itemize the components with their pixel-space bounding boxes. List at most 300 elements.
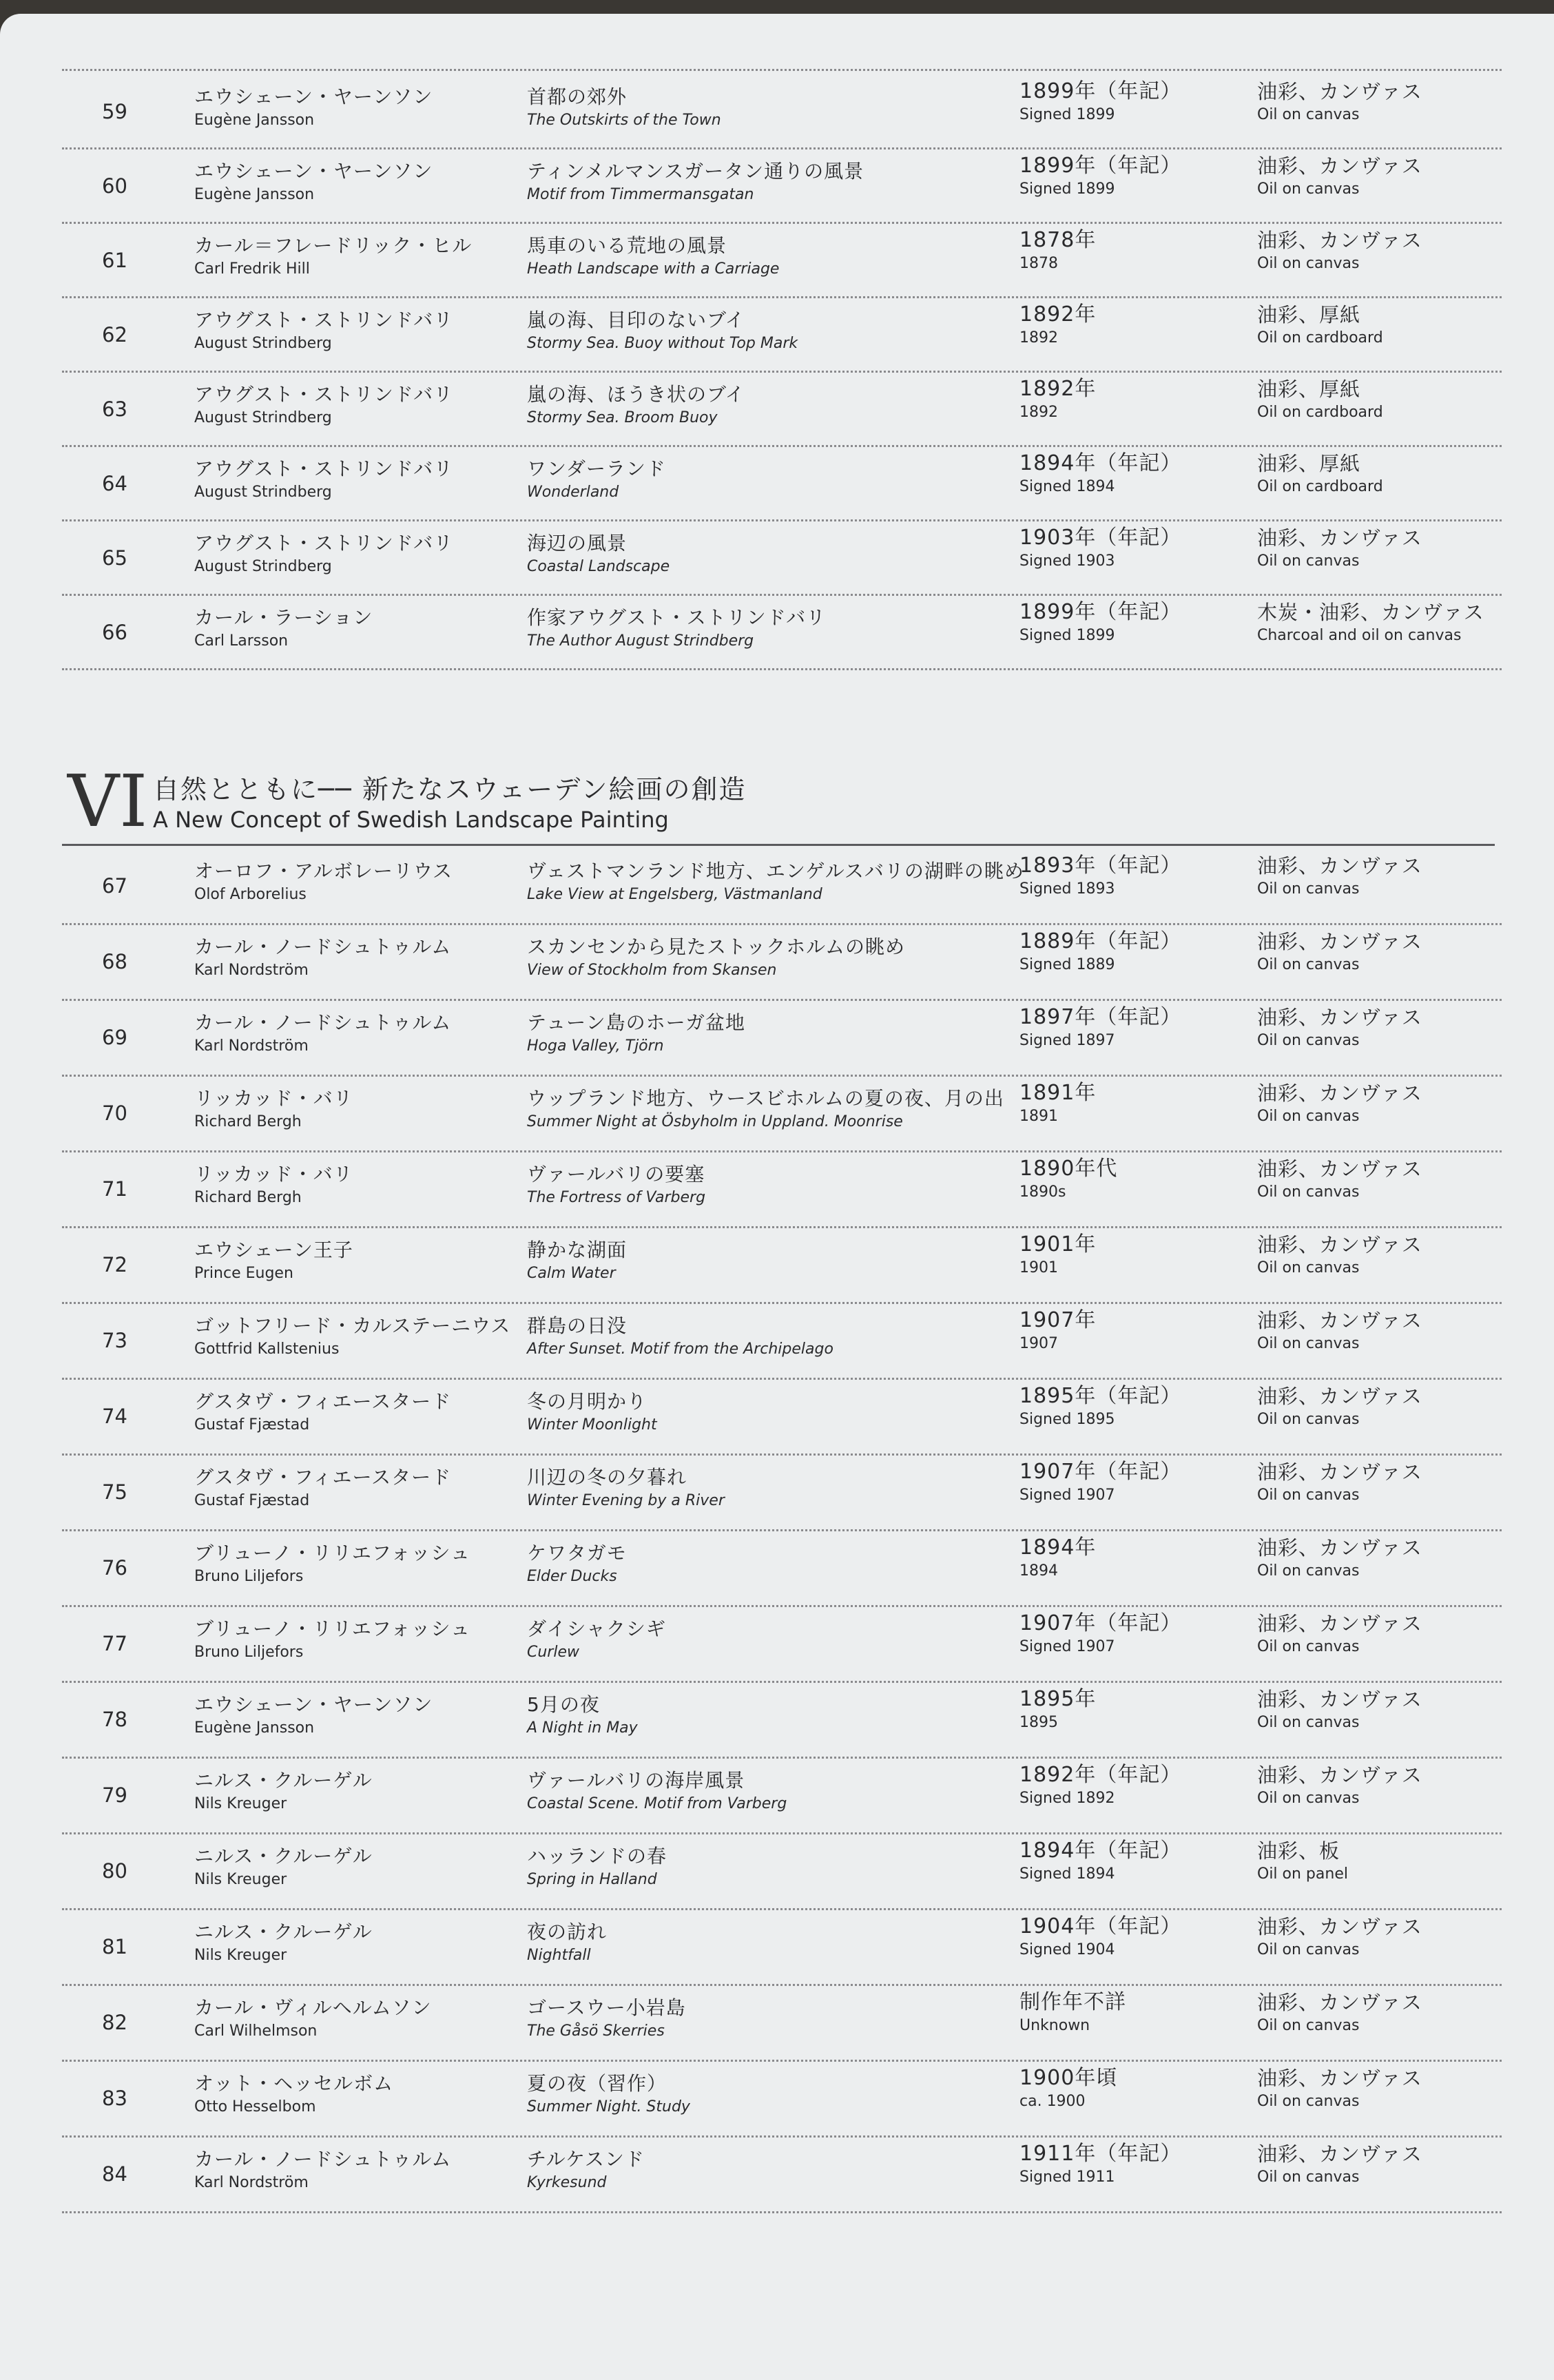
entry-number: 71	[102, 1177, 127, 1201]
title-en: Curlew	[527, 1644, 579, 1661]
artwork-title	[527, 1314, 833, 1360]
medium-ja: 油彩、カンヴァス	[1257, 526, 1422, 550]
date-en: Unknown	[1019, 2017, 1090, 2034]
date-ja: 1894年（年記）	[1019, 1839, 1182, 1863]
catalogue-entry	[62, 224, 1502, 298]
title-en: Winter Evening by a River	[527, 1492, 725, 1509]
artist-name-en: August Strindberg	[194, 409, 332, 426]
medium-en: Oil on canvas	[1257, 1714, 1360, 1731]
artwork-title	[527, 1465, 725, 1512]
date-en: Signed 1907	[1019, 1638, 1115, 1655]
artist-name-en: August Strindberg	[194, 558, 332, 575]
catalogue-entry	[62, 521, 1502, 596]
artist-name-ja: エウシェーン・ヤーンソン	[194, 1693, 433, 1716]
artist-name-en: Carl Wilhelmson	[194, 2022, 318, 2040]
date-ja: 1899年（年記）	[1019, 600, 1182, 624]
artist	[194, 1693, 433, 1739]
title-en: Heath Landscape with a Carriage	[527, 260, 780, 278]
artist	[194, 457, 453, 504]
title-en: Calm Water	[527, 1265, 616, 1282]
medium-ja: 油彩、カンヴァス	[1257, 1612, 1422, 1635]
title-ja: チルケスンド	[527, 2148, 645, 2171]
title-ja: 群島の日没	[527, 1314, 628, 1337]
medium-ja: 油彩、カンヴァス	[1257, 1991, 1422, 2014]
medium-en: Oil on panel	[1257, 1865, 1348, 1883]
artwork-title	[527, 85, 721, 132]
title-en: Coastal Scene. Motif from Varberg	[527, 1795, 787, 1812]
entry-number: 75	[102, 1480, 127, 1504]
section-title-en: A New Concept of Swedish Landscape Painting	[153, 807, 669, 833]
date-ja: 1892年	[1019, 377, 1097, 401]
artwork-title	[527, 1238, 627, 1285]
entry-number: 69	[102, 1026, 127, 1049]
artwork-date	[1019, 1384, 1181, 1431]
medium-en: Oil on cardboard	[1257, 329, 1383, 346]
title-en: Spring in Halland	[527, 1871, 657, 1888]
medium-ja: 油彩、厚紙	[1257, 452, 1361, 475]
catalogue-entry	[62, 2138, 1502, 2213]
artwork-medium	[1257, 228, 1422, 275]
artist	[194, 1541, 470, 1588]
title-en: Elder Ducks	[527, 1568, 617, 1585]
title-en: Stormy Sea. Broom Buoy	[527, 409, 718, 426]
artist	[194, 1389, 451, 1436]
artwork-title	[527, 1996, 686, 2042]
title-ja: 嵐の海、目印のないブイ	[527, 309, 745, 331]
title-ja: ダイシャクシギ	[527, 1617, 666, 1640]
artwork-date	[1019, 451, 1181, 498]
artwork-date	[1019, 1914, 1181, 1961]
medium-en: Oil on cardboard	[1257, 404, 1383, 421]
date-ja: 1899年（年記）	[1019, 79, 1182, 103]
medium-ja: 油彩、カンヴァス	[1257, 1006, 1422, 1029]
entry-number: 84	[102, 2162, 127, 2186]
catalogue-entry	[62, 1683, 1502, 1759]
entry-number: 59	[102, 100, 127, 123]
section-numeral: VI	[68, 759, 148, 843]
date-ja: 1904年（年記）	[1019, 1914, 1182, 1938]
medium-ja: 油彩、カンヴァス	[1257, 229, 1422, 252]
title-ja: ウップランド地方、ウースビホルムの夏の夜、月の出	[527, 1087, 1004, 1110]
medium-ja: 木炭・油彩、カンヴァス	[1257, 601, 1484, 624]
medium-ja: 油彩、カンヴァス	[1257, 1082, 1422, 1105]
medium-en: Oil on canvas	[1257, 1259, 1360, 1276]
artwork-medium	[1257, 1460, 1422, 1507]
date-ja: 制作年不詳	[1019, 1990, 1126, 2014]
artist	[194, 1011, 451, 1057]
date-en: 1890s	[1019, 1183, 1066, 1201]
date-ja: 1892年（年記）	[1019, 1763, 1182, 1787]
artwork-medium	[1257, 1763, 1422, 1810]
catalogue-entry	[62, 75, 1502, 149]
catalogue-entry	[62, 1380, 1502, 1456]
date-ja: 1911年（年記）	[1019, 2142, 1182, 2166]
medium-ja: 油彩、板	[1257, 1839, 1340, 1863]
medium-ja: 油彩、カンヴァス	[1257, 80, 1422, 103]
artist	[194, 531, 453, 578]
entry-number: 64	[102, 472, 127, 495]
artist-name-en: August Strindberg	[194, 335, 332, 352]
artwork-medium	[1257, 451, 1383, 498]
medium-en: Oil on canvas	[1257, 255, 1360, 272]
artist-name-ja: ニルス・クルーゲル	[194, 1845, 373, 1867]
date-en: Signed 1894	[1019, 1865, 1115, 1883]
artwork-date	[1019, 1611, 1181, 1658]
title-en: Coastal Landscape	[527, 558, 670, 575]
artist-name-ja: リッカッド・バリ	[194, 1163, 353, 1186]
title-ja: ワンダーランド	[527, 457, 666, 480]
artwork-medium	[1257, 1308, 1422, 1355]
artist	[194, 1465, 451, 1512]
artwork-title	[527, 382, 745, 429]
artwork-date	[1019, 1460, 1181, 1507]
date-en: 1892	[1019, 329, 1058, 346]
artist-name-en: Richard Bergh	[194, 1113, 302, 1130]
entry-number: 76	[102, 1556, 127, 1580]
artwork-title	[527, 1693, 638, 1739]
medium-ja: 油彩、カンヴァス	[1257, 1763, 1422, 1787]
medium-ja: 油彩、厚紙	[1257, 377, 1361, 401]
medium-ja: 油彩、カンヴァス	[1257, 1309, 1422, 1332]
date-ja: 1900年頃	[1019, 2066, 1118, 2090]
entry-number: 72	[102, 1253, 127, 1276]
title-ja: 馬車のいる荒地の風景	[527, 234, 727, 257]
artwork-title	[527, 935, 905, 982]
artwork-date	[1019, 1763, 1181, 1810]
artwork-date	[1019, 154, 1181, 200]
date-ja: 1890年代	[1019, 1157, 1118, 1181]
artwork-date	[1019, 1081, 1096, 1128]
title-en: Summer Night at Ösbyholm in Uppland. Moonrise	[527, 1113, 903, 1130]
date-en: Signed 1895	[1019, 1411, 1115, 1428]
date-ja: 1894年（年記）	[1019, 451, 1182, 475]
artist-name-ja: アウグスト・ストリンドバリ	[194, 457, 454, 480]
artwork-title	[527, 859, 1024, 906]
medium-en: Oil on canvas	[1257, 180, 1360, 198]
medium-ja: 油彩、カンヴァス	[1257, 1536, 1422, 1560]
artwork-medium	[1257, 154, 1422, 200]
entry-number: 62	[102, 323, 127, 346]
artwork-date	[1019, 1157, 1117, 1203]
medium-ja: 油彩、カンヴァス	[1257, 1915, 1422, 1938]
catalogue-entry	[62, 1759, 1502, 1834]
artwork-date	[1019, 302, 1096, 349]
catalogue-page	[0, 14, 1554, 2380]
artist-name-en: Nils Kreuger	[194, 1947, 287, 1964]
title-ja: ヴェストマンランド地方、エンゲルスバリの湖畔の眺め	[527, 860, 1024, 882]
catalogue-entry	[62, 149, 1502, 224]
artwork-date	[1019, 600, 1181, 647]
date-ja: 1891年	[1019, 1081, 1097, 1105]
artwork-title	[527, 234, 779, 280]
artist-name-ja: エウシェーン王子	[194, 1239, 353, 1261]
entry-number: 65	[102, 546, 127, 570]
artwork-date	[1019, 1990, 1126, 2037]
entry-number: 77	[102, 1632, 127, 1655]
date-en: Signed 1894	[1019, 478, 1115, 495]
title-ja: スカンセンから見たストックホルムの眺め	[527, 935, 906, 958]
title-en: View of Stockholm from Skansen	[527, 962, 777, 979]
entry-number: 66	[102, 621, 127, 644]
medium-en: Oil on canvas	[1257, 1638, 1360, 1655]
artwork-date	[1019, 853, 1181, 900]
artwork-title	[527, 2147, 645, 2194]
artist	[194, 1162, 353, 1209]
date-ja: 1903年（年記）	[1019, 526, 1182, 550]
date-en: Signed 1904	[1019, 1941, 1115, 1958]
artist	[194, 308, 453, 355]
artwork-medium	[1257, 526, 1422, 572]
artist-name-en: Gustaf Fjæstad	[194, 1492, 310, 1509]
artwork-date	[1019, 929, 1181, 976]
catalogue-entry	[62, 447, 1502, 521]
artist-name-ja: カール・ノードシュトゥルム	[194, 2148, 452, 2171]
artist-name-ja: ニルス・クルーゲル	[194, 1921, 373, 1943]
medium-en: Oil on canvas	[1257, 2093, 1360, 2110]
artist-name-ja: ブリューノ・リリエフォッシュ	[194, 1542, 470, 1564]
medium-en: Oil on canvas	[1257, 2169, 1360, 2186]
entry-number: 73	[102, 1329, 127, 1352]
artist-name-en: Gustaf Fjæstad	[194, 1416, 310, 1434]
artist-name-ja: アウグスト・ストリンドバリ	[194, 383, 454, 406]
medium-ja: 油彩、カンヴァス	[1257, 1688, 1422, 1711]
title-en: Summer Night. Study	[527, 2098, 690, 2115]
entry-number: 78	[102, 1708, 127, 1731]
artwork-medium	[1257, 1005, 1422, 1052]
title-en: Winter Moonlight	[527, 1416, 657, 1434]
title-en: Stormy Sea. Buoy without Top Mark	[527, 335, 798, 352]
artist	[194, 159, 433, 206]
medium-en: Oil on canvas	[1257, 1183, 1360, 1201]
medium-en: Oil on canvas	[1257, 1562, 1360, 1580]
artwork-title	[527, 1844, 667, 1891]
artist	[194, 382, 453, 429]
date-en: 1892	[1019, 404, 1058, 421]
date-en: 1894	[1019, 1562, 1058, 1580]
artwork-list	[62, 69, 1502, 2213]
catalogue-entry	[62, 925, 1502, 1001]
artist	[194, 1768, 373, 1815]
artwork-title	[527, 1086, 1004, 1133]
entry-number: 82	[102, 2011, 127, 2034]
catalogue-entry	[62, 1834, 1502, 1910]
date-ja: 1901年	[1019, 1232, 1097, 1256]
artist	[194, 85, 433, 132]
medium-en: Oil on canvas	[1257, 956, 1360, 973]
date-ja: 1878年	[1019, 228, 1097, 252]
catalogue-entry	[62, 373, 1502, 447]
section-rule	[62, 844, 1495, 846]
entry-number: 68	[102, 950, 127, 973]
artwork-title	[527, 1162, 705, 1209]
catalogue-entry	[62, 849, 1502, 925]
artist-name-en: Nils Kreuger	[194, 1795, 287, 1812]
artist-name-en: Bruno Liljefors	[194, 1644, 304, 1661]
medium-ja: 油彩、カンヴァス	[1257, 1233, 1422, 1256]
artwork-title	[527, 606, 826, 652]
artist-name-en: Gottfrid Kallstenius	[194, 1341, 340, 1358]
artist-name-en: Richard Bergh	[194, 1189, 302, 1206]
artist	[194, 234, 472, 280]
date-ja: 1889年（年記）	[1019, 929, 1182, 953]
title-en: Nightfall	[527, 1947, 591, 1964]
date-en: Signed 1892	[1019, 1790, 1115, 1807]
artist-name-ja: ニルス・クルーゲル	[194, 1769, 373, 1792]
artist-name-ja: カール・ラーション	[194, 606, 373, 629]
artwork-medium	[1257, 1687, 1422, 1734]
artwork-medium	[1257, 1157, 1422, 1203]
artwork-date	[1019, 1232, 1096, 1279]
medium-ja: 油彩、カンヴァス	[1257, 1460, 1422, 1484]
artwork-medium	[1257, 1232, 1422, 1279]
title-ja: ヴァールバリの要塞	[527, 1163, 705, 1186]
artist	[194, 1314, 510, 1360]
title-en: The Fortress of Varberg	[527, 1189, 706, 1206]
artist-name-ja: カール・ノードシュトゥルム	[194, 1011, 452, 1034]
artist-name-ja: グスタヴ・フィエースタード	[194, 1466, 452, 1489]
artwork-date	[1019, 2142, 1181, 2188]
title-en: The Author August Strindberg	[527, 632, 754, 650]
artist-name-ja: カール・ノードシュトゥルム	[194, 935, 452, 958]
artist-name-ja: アウグスト・ストリンドバリ	[194, 309, 454, 331]
title-ja: ハッランドの春	[527, 1845, 667, 1867]
title-ja: 川辺の冬の夕暮れ	[527, 1466, 687, 1489]
date-en: Signed 1903	[1019, 552, 1115, 570]
date-ja: 1892年	[1019, 302, 1097, 327]
entry-number: 79	[102, 1783, 127, 1807]
artist	[194, 1844, 373, 1891]
medium-en: Oil on canvas	[1257, 106, 1360, 123]
date-ja: 1895年（年記）	[1019, 1384, 1182, 1408]
catalogue-entry	[62, 1986, 1502, 2062]
title-ja: 海辺の風景	[527, 532, 628, 555]
title-ja: 夏の夜（習作）	[527, 2072, 667, 2095]
date-en: Signed 1893	[1019, 880, 1115, 898]
date-en: Signed 1907	[1019, 1487, 1115, 1504]
entry-number: 60	[102, 174, 127, 198]
date-en: Signed 1897	[1019, 1032, 1115, 1049]
date-en: 1901	[1019, 1259, 1058, 1276]
artwork-medium	[1257, 1611, 1422, 1658]
medium-ja: 油彩、カンヴァス	[1257, 930, 1422, 953]
catalogue-entry	[62, 1910, 1502, 1986]
date-ja: 1895年	[1019, 1687, 1097, 1711]
medium-en: Oil on canvas	[1257, 2017, 1360, 2034]
artwork-title	[527, 1768, 787, 1815]
artist	[194, 859, 453, 906]
artist	[194, 935, 451, 982]
section-v-list	[62, 75, 1502, 670]
artist	[194, 1086, 353, 1133]
artwork-title	[527, 308, 798, 355]
title-en: A Night in May	[527, 1719, 638, 1737]
title-ja: ティンメルマンスガータン通りの風景	[527, 160, 864, 183]
section-title-ja: 自然とともに── 新たなスウェーデン絵画の創造	[153, 774, 747, 805]
title-en: Motif from Timmermansgatan	[527, 186, 754, 203]
title-en: After Sunset. Motif from the Archipelago	[527, 1341, 833, 1358]
artist-name-en: Karl Nordström	[194, 1037, 309, 1055]
artwork-date	[1019, 1687, 1096, 1734]
artist-name-en: Bruno Liljefors	[194, 1568, 304, 1585]
date-ja: 1907年（年記）	[1019, 1460, 1182, 1484]
medium-en: Oil on canvas	[1257, 1411, 1360, 1428]
artwork-medium	[1257, 1535, 1422, 1582]
title-ja: 静かな湖面	[527, 1239, 628, 1261]
title-ja: ヴァールバリの海岸風景	[527, 1769, 745, 1792]
artist-name-ja: ゴットフリード・カルステーニウス	[194, 1314, 511, 1337]
artist-name-ja: カール＝フレードリック・ヒル	[194, 234, 473, 257]
artist-name-ja: エウシェーン・ヤーンソン	[194, 85, 433, 108]
artwork-medium	[1257, 929, 1422, 976]
artist	[194, 2071, 393, 2118]
title-en: Kyrkesund	[527, 2174, 607, 2191]
artwork-date	[1019, 1535, 1096, 1582]
catalogue-entry	[62, 1531, 1502, 1607]
artist-name-ja: グスタヴ・フィエースタード	[194, 1390, 452, 1413]
artist-name-ja: ブリューノ・リリエフォッシュ	[194, 1617, 470, 1640]
artwork-medium	[1257, 302, 1383, 349]
medium-ja: 油彩、カンヴァス	[1257, 1385, 1422, 1408]
artwork-title	[527, 2071, 690, 2118]
artwork-medium	[1257, 853, 1422, 900]
medium-ja: 油彩、カンヴァス	[1257, 2142, 1422, 2166]
artist	[194, 1238, 353, 1285]
date-ja: 1899年（年記）	[1019, 154, 1182, 178]
date-en: Signed 1899	[1019, 627, 1115, 644]
title-ja: 夜の訪れ	[527, 1921, 608, 1943]
date-en: 1895	[1019, 1714, 1058, 1731]
date-en: Signed 1889	[1019, 956, 1115, 973]
date-en: Signed 1911	[1019, 2169, 1115, 2186]
artwork-date	[1019, 1308, 1096, 1355]
artist-name-ja: オーロフ・アルボレーリウス	[194, 860, 453, 882]
entry-number: 81	[102, 1935, 127, 1958]
catalogue-entry	[62, 1304, 1502, 1380]
artist	[194, 1920, 373, 1967]
date-en: 1891	[1019, 1108, 1058, 1125]
artist	[194, 606, 373, 652]
date-en: Signed 1899	[1019, 180, 1115, 198]
medium-ja: 油彩、カンヴァス	[1257, 154, 1422, 178]
title-ja: 首都の郊外	[527, 85, 628, 108]
medium-ja: 油彩、厚紙	[1257, 303, 1361, 327]
entry-number: 67	[102, 874, 127, 898]
artist-name-ja: リッカッド・バリ	[194, 1087, 353, 1110]
artist-name-en: Karl Nordström	[194, 962, 309, 979]
artist	[194, 1617, 470, 1664]
title-ja: 冬の月明かり	[527, 1390, 648, 1413]
artwork-title	[527, 1617, 666, 1664]
title-ja: 5月の夜	[527, 1693, 600, 1716]
artwork-medium	[1257, 1914, 1422, 1961]
artist-name-en: Eugène Jansson	[194, 186, 315, 203]
artwork-date	[1019, 228, 1096, 275]
artwork-date	[1019, 1839, 1181, 1885]
date-en: 1878	[1019, 255, 1058, 272]
artwork-title	[527, 1389, 657, 1436]
catalogue-entry	[62, 298, 1502, 373]
artist-name-en: Karl Nordström	[194, 2174, 309, 2191]
artist-name-ja: アウグスト・ストリンドバリ	[194, 532, 454, 555]
section-vi-header	[62, 670, 1502, 849]
artwork-medium	[1257, 600, 1484, 647]
date-en: ca. 1900	[1019, 2093, 1086, 2110]
artist-name-ja: オット・ヘッセルボム	[194, 2072, 394, 2095]
section-vi-list	[62, 849, 1502, 2213]
artwork-title	[527, 531, 670, 578]
artwork-title	[527, 159, 864, 206]
title-en: Wonderland	[527, 484, 619, 501]
